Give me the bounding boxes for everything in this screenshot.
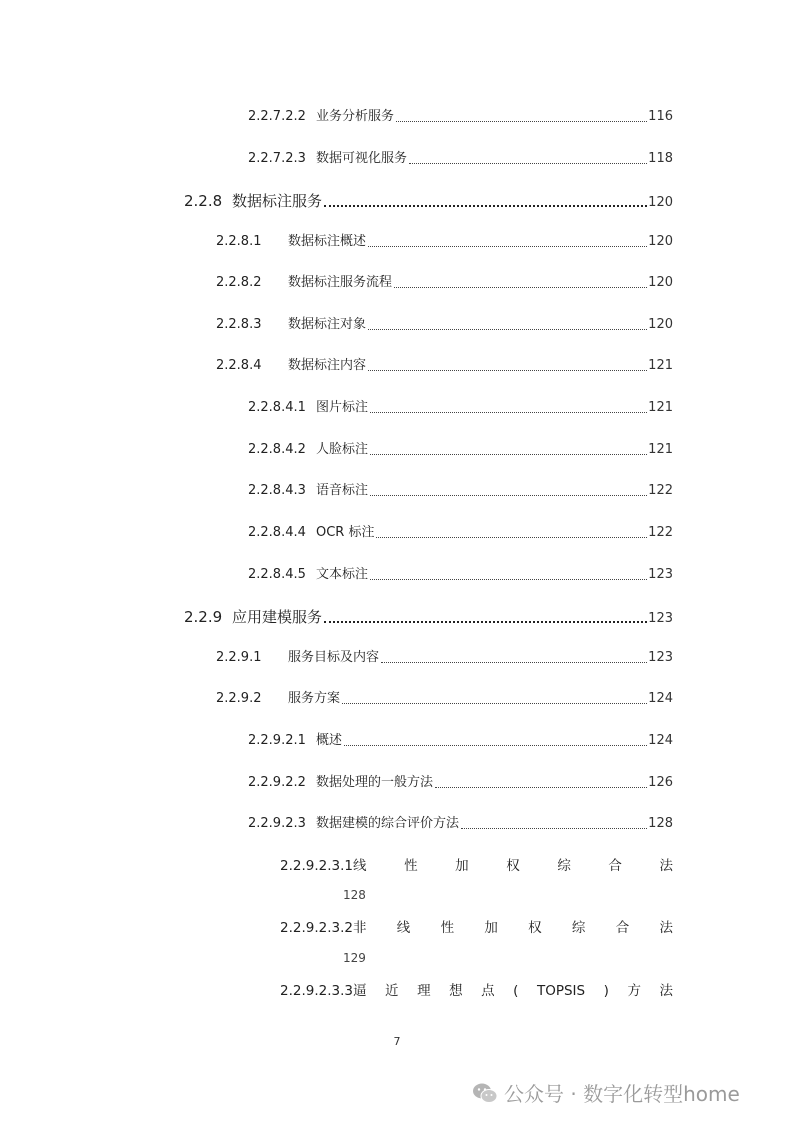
toc-number: 2.2.8.4.1 [248,400,306,415]
toc-text: 点 [481,983,495,999]
dot-leader [368,328,647,330]
toc-number: 2.2.8.1 [216,234,262,249]
toc-page: 121 [648,442,673,457]
toc-entry[interactable] [248,441,673,459]
toc-page: 122 [648,525,673,540]
toc-number: 2.2.8.4.5 [248,567,306,582]
toc-number: 2.2.8 [184,192,223,210]
toc-text: 2.2.9.2.3.2非 [280,920,367,936]
toc-text: 权 [506,858,520,874]
toc-text: 法 [659,983,673,999]
toc-entry[interactable] [216,316,673,334]
toc-entry[interactable] [248,482,673,500]
dot-leader [370,578,647,580]
dot-leader [368,369,647,371]
toc-title: 数据标注对象 [288,317,367,332]
toc-text: ) [603,983,609,999]
toc-entry[interactable] [184,191,673,211]
toc-page: 126 [648,775,673,790]
toc-page: 121 [648,400,673,415]
dot-leader [370,494,647,496]
dot-leader [368,245,647,247]
toc-entry[interactable] [248,566,673,584]
toc-text: 加 [455,858,469,874]
dot-leader [342,702,647,704]
toc-text: 理 [417,983,431,999]
toc-entry[interactable] [216,690,673,708]
toc-text: 2.2.9.2.3.3逼 [280,983,367,999]
toc-entry[interactable] [248,815,673,833]
toc-entry-spread[interactable] [280,856,673,876]
toc-entry[interactable] [216,233,673,251]
toc-entry[interactable] [216,274,673,292]
dot-leader [376,536,647,538]
toc-number: 2.2.7.2.3 [248,151,306,166]
toc-page: 121 [648,358,673,373]
toc-number: 2.2.8.3 [216,317,262,332]
toc-page: 122 [648,483,673,498]
toc-text: 综 [571,920,586,936]
toc-title: 数据处理的一般方法 [316,775,434,790]
toc-page: 120 [648,275,673,290]
toc-text: 合 [608,858,622,874]
toc-title: 服务方案 [288,691,341,706]
toc-title: 数据可视化服务 [316,151,408,166]
toc-page: 128 [343,888,366,902]
toc-title: 业务分析服务 [316,109,395,124]
dot-leader [324,204,647,207]
toc-title: 服务目标及内容 [288,650,380,665]
toc-entry[interactable] [248,399,673,417]
toc-text: 法 [659,920,673,936]
toc-entry[interactable] [248,150,673,168]
toc-number: 2.2.8.4 [216,358,262,373]
toc-text: 权 [528,920,542,936]
watermark [472,1078,740,1107]
toc-number: 2.2.9 [184,608,223,626]
toc-number: 2.2.8.2 [216,275,262,290]
toc-title: 数据标注服务流程 [288,275,393,290]
toc-entry[interactable] [248,108,673,126]
toc-page: 128 [648,816,673,831]
toc-number: 2.2.8.4.3 [248,483,306,498]
dot-leader [344,744,647,746]
toc-title: 数据标注内容 [288,358,367,373]
toc-title: 应用建模服务 [232,608,323,626]
toc-page: 124 [648,733,673,748]
toc-text: TOPSIS [536,983,586,999]
toc-text: 线 [396,920,411,936]
toc-text: 想 [449,983,463,999]
toc-number: 2.2.9.2 [216,691,262,706]
watermark-text: 公众号 · 数字化转型home [504,1082,740,1106]
toc-title: 数据标注服务 [232,192,323,210]
toc-entry[interactable] [248,524,673,542]
toc-number: 2.2.7.2.2 [248,109,306,124]
toc-title: 概述 [316,733,343,748]
toc-text: 近 [385,983,399,999]
page-number: 7 [393,1035,401,1048]
toc-title: 人脸标注 [316,442,369,457]
toc-text: 合 [615,920,630,936]
toc-entry-spread[interactable] [280,918,673,938]
toc-title: 数据标注概述 [288,234,367,249]
toc-entry[interactable] [216,649,673,667]
toc-page: 118 [648,151,673,166]
toc-text: ( [513,983,519,999]
toc-page: 124 [648,691,673,706]
toc-title: 图片标注 [316,400,369,415]
toc-number: 2.2.9.2.1 [248,733,306,748]
toc-entry[interactable] [216,357,673,375]
toc-number: 2.2.9.2.3 [248,816,306,831]
toc-entry[interactable] [248,732,673,750]
toc-text: 综 [557,858,571,874]
wechat-icon [472,1082,498,1104]
toc-page: 120 [648,317,673,332]
toc-page: 129 [343,951,366,965]
dot-leader [396,120,647,122]
dot-leader [394,286,647,288]
toc-title: 文本标注 [316,567,369,582]
toc-number: 2.2.8.4.2 [248,442,306,457]
toc-text: 方 [627,983,641,999]
toc-number: 2.2.9.2.2 [248,775,306,790]
toc-title: 数据建模的综合评价方法 [316,816,460,831]
toc-text: 法 [659,858,673,874]
dot-leader [370,453,647,455]
toc-page: 123 [648,611,673,626]
toc-text: 加 [484,920,498,936]
toc-page: 123 [648,650,673,665]
toc-page: 116 [648,109,673,124]
toc-page: 120 [648,195,673,210]
toc-title: 语音标注 [316,483,369,498]
toc-title: OCR 标注 [316,525,375,540]
toc-text: 性 [440,920,455,936]
dot-leader [409,162,647,164]
dot-leader [324,620,647,623]
dot-leader [370,411,647,413]
toc-text: 性 [404,858,418,874]
dot-leader [461,827,647,829]
toc-entry[interactable] [184,607,673,627]
dot-leader [381,661,647,663]
toc-entry-spread[interactable] [280,981,673,1001]
toc-entry[interactable] [248,774,673,792]
toc-page: 123 [648,567,673,582]
toc-number: 2.2.8.4.4 [248,525,306,540]
toc-number: 2.2.9.1 [216,650,262,665]
toc-page: 120 [648,234,673,249]
toc-text: 2.2.9.2.3.1线 [280,858,367,874]
dot-leader [435,786,647,788]
